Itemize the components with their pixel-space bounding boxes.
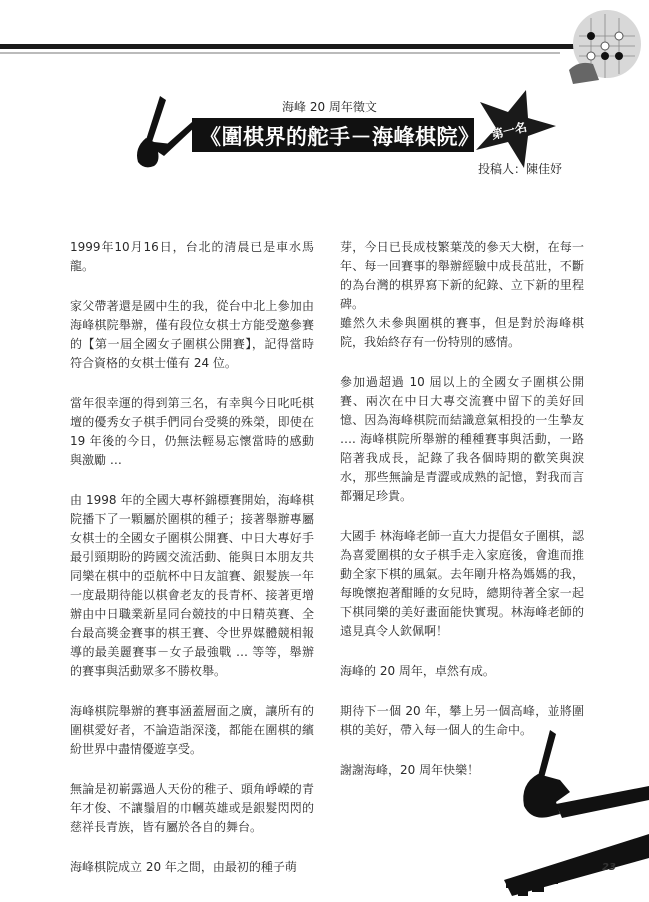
paragraph: 期待下一個 20 年，攀上另一個高峰，並將圍棋的美好，帶入每一個人的生命中。 <box>340 704 584 737</box>
paragraph: 謝謝海峰，20 周年快樂！ <box>340 763 480 777</box>
paragraph: 家父帶著還是國中生的我，從台中北上參加由海峰棋院舉辦，僅有段位女棋士方能受邀參賽的【第一屆全國女子圍棋公開賽】，記得當時符合資格的女棋士僅有 24 位。 <box>70 299 314 370</box>
paragraph: 無論是初嶄露過人天份的稚子、頭角崢嶸的青年才俊、不讓鬚眉的巾幗英雄或是銀髮閃閃的慈祥長青族，皆有屬於各自的舞台。 <box>70 782 314 834</box>
header-rule <box>0 44 590 49</box>
paragraph: 參加過超過 10 屆以上的全國女子圍棋公開賽、兩次在中日大專交流賽中留下的美好回憶、因為海峰棋院而結識意氣相投的一生摯友 …. 海峰棋院所舉辦的種種賽事與活動，一路陪著我成長，記錄了我各個時期的歡笑與淚水，那些無論是青澀或成熟的記憶，對我而言都彌足珍貴。 <box>340 375 584 503</box>
subtitle: 海峰 20 周年徵文 <box>282 100 377 114</box>
right-column <box>340 238 584 801</box>
paragraph: 海峰的 20 周年，卓然有成。 <box>340 664 495 678</box>
page-number: 23 <box>602 862 616 873</box>
paragraph: 海峰棋院成立 20 年之間，由最初的種子萌 <box>70 860 297 874</box>
go-board-illustration <box>549 0 649 90</box>
author-line: 投稿人：陳佳妤 <box>478 162 563 176</box>
paragraph: 芽，今日已長成枝繁葉茂的參天大樹，在每一年、每一回賽事的舉辦經驗中成長茁壯，不斷的為台灣的棋界寫下新的紀錄、立下新的里程碑。 <box>340 240 584 311</box>
paragraph: 大國手 林海峰老師一直大力提倡女子圍棋，認為喜愛圍棋的女子棋手走入家庭後，會進而推動全家下棋的風氣。去年剛升格為媽媽的我，每晚懷抱著酣睡的女兒時，總期待著全家一起下棋同樂的美好畫面能快實現。林海峰老師的遠見真令人欽佩啊！ <box>340 529 584 638</box>
hand-brush-icon <box>130 92 200 172</box>
paragraph: 海峰棋院舉辦的賽事涵蓋層面之廣，讓所有的圍棋愛好者，不論造詣深淺，都能在圍棋的繽紛世界中盡情優遊享受。 <box>70 704 314 756</box>
page-title: 《圍棋界的舵手－海峰棋院》 <box>200 124 480 149</box>
paragraph: 雖然久未參與圍棋的賽事，但是對於海峰棋院，我始終存有一份特別的感情。 <box>340 316 584 349</box>
award-badge: 第一名 <box>489 119 529 143</box>
left-column <box>70 238 314 877</box>
hand-brush-footer-icon <box>490 730 649 902</box>
paragraph: 由 1998 年的全國大專杯錦標賽開始，海峰棋院播下了一顆屬於圍棋的種子；接著舉辦專屬女棋士的全國女子圍棋公開賽、中日大專好手最引頸期盼的跨國交流活動、能與日本朋友共同樂在棋中的亞航杯中日友誼賽、銀髮族一年一度最期待能以棋會老友的長青杯、接著更增辦由中日職業新星同台競技的中日精英賽、全台最高獎金賽事的棋王賽、令世界媒體競相報導的最美麗賽事－女子最強戰 … 等等，舉辦的賽事與活動眾多不勝枚舉。 <box>70 493 314 678</box>
paragraph: 1999年10月16日，台北的清晨已是車水馬龍。 <box>70 240 314 273</box>
paragraph: 當年很幸運的得到第三名，有幸與今日叱吒棋壇的優秀女子棋手們同台受獎的殊榮，即使在 19 年後的今日，仍無法輕易忘懷當時的感動與激勵 … <box>70 396 314 467</box>
header-rule-shadow <box>0 52 560 54</box>
